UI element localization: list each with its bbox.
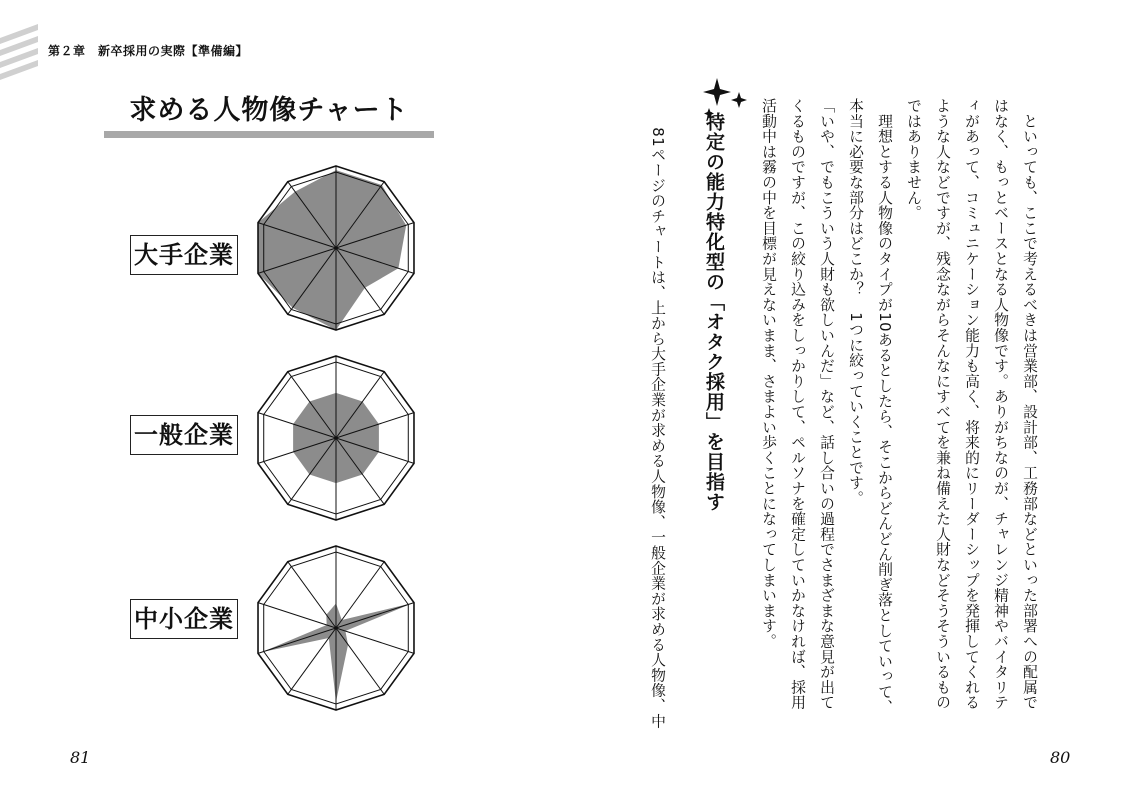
- label-large-company: 大手企業: [130, 235, 238, 275]
- radar-spoke: [336, 628, 414, 653]
- text-line: ような人などですが、残念ながらそんなにすべてを兼ね備えた人財などそうそういるもの: [934, 98, 951, 710]
- text-line: ィがあって、コミュニケーション能力も高く、将来的にリーダーシップを発揮してくれる: [963, 98, 980, 710]
- label-small-company: 中小企業: [130, 599, 238, 639]
- radar-spoke: [336, 603, 414, 628]
- text-line: といっても、ここで考えるべきは営業部、設計部、工務部などといった部署への配属で: [1021, 98, 1038, 710]
- page-number-left: 81: [70, 748, 91, 767]
- text-line: 81ページのチャートは、上から大手企業が求める人物像、一般企業が求める人物像、中: [649, 112, 666, 729]
- chapter-header: 第２章 新卒採用の実際【準備編】: [48, 44, 249, 58]
- text-line: 本当に必要な部分はどこか？ 1つに絞っていくことです。: [847, 98, 864, 506]
- radar-area: [262, 603, 414, 702]
- radar-spoke: [258, 603, 336, 628]
- radar-chart-general-company: [250, 352, 422, 524]
- text-line: 理想とする人物像のタイプが10あるとしたら、そこからどんどん削ぎ落としていって、: [876, 98, 893, 715]
- section-heading: 特定の能力特化型の「オタク採用」を目指す: [703, 112, 725, 512]
- text-line: 活動中は霧の中を目標が見えないまま、さまよい歩くことになってしまいます。: [760, 98, 777, 649]
- text-line: くるものですが、この絞り込みをしっかりして、ペルソナを確定していかなければ、採用: [789, 98, 806, 710]
- chart-title: 求める人物像チャート: [129, 95, 409, 126]
- title-underline: [104, 131, 434, 138]
- text-line: ではありません。: [905, 98, 922, 221]
- radar-spoke: [288, 562, 336, 628]
- radar-chart-large-company: [250, 162, 422, 334]
- radar-chart-small-company: [250, 542, 422, 714]
- page-number-right: 80: [1050, 748, 1071, 767]
- label-general-company: 一般企業: [130, 415, 238, 455]
- radar-spoke: [258, 628, 336, 653]
- chapter-stripes-icon: [0, 24, 38, 84]
- text-line: 「いや、でもこういう人財も欲しいんだ」など、話し合いの過程でさまざまな意見が出て: [818, 98, 835, 710]
- text-line: はなく、もっとベースとなる人物像です。ありがちなのが、チャレンジ精神やバイタリテ: [992, 98, 1009, 710]
- radar-area: [258, 170, 406, 330]
